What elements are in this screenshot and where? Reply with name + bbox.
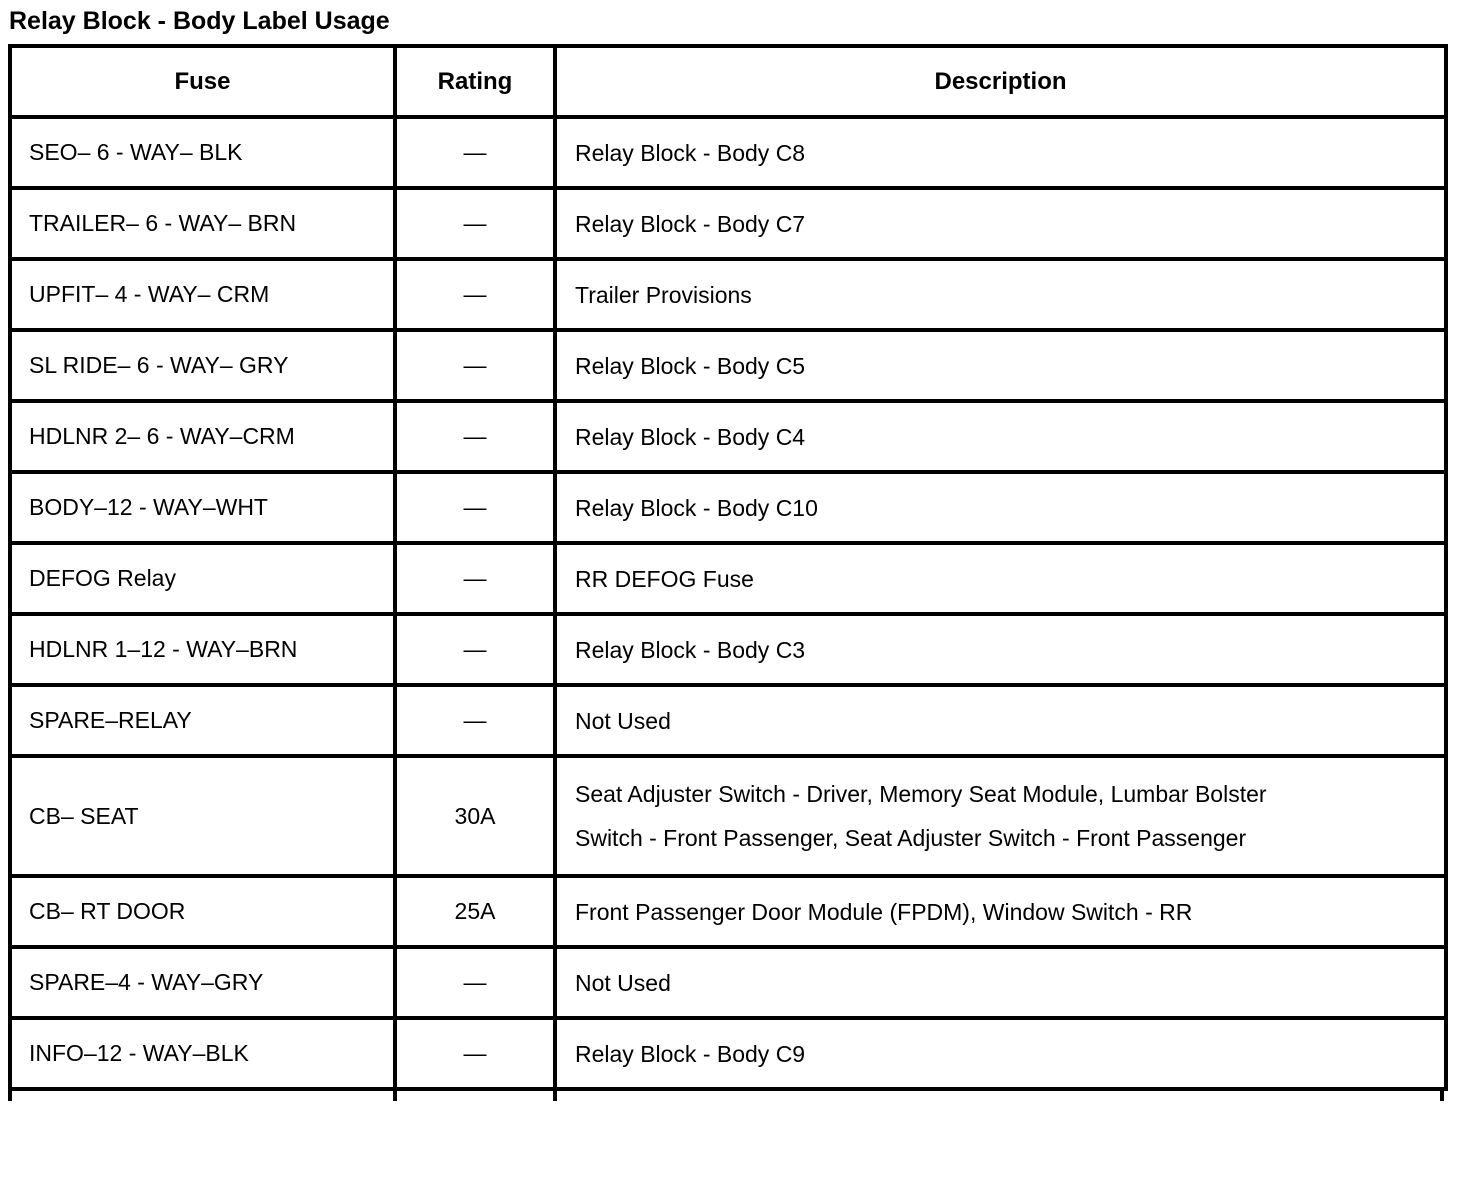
table-row bbox=[10, 685, 1446, 756]
table-body bbox=[10, 117, 1446, 1089]
description-cell: Relay Block - Body C3 bbox=[555, 614, 1446, 685]
rating-cell: — bbox=[395, 947, 555, 1018]
fuse-cell: SEO– 6 - WAY– BLK bbox=[10, 117, 395, 188]
column-divider-stub bbox=[393, 1090, 397, 1101]
column-divider-stub bbox=[553, 1090, 557, 1101]
table-row bbox=[10, 614, 1446, 685]
fuse-cell: HDLNR 2– 6 - WAY–CRM bbox=[10, 401, 395, 472]
description-cell: Relay Block - Body C10 bbox=[555, 472, 1446, 543]
table-row bbox=[10, 330, 1446, 401]
description-cell: Seat Adjuster Switch - Driver, Memory Seat Module, Lumbar Bolster Switch - Front Passenger, Seat Adjuster Switch - Front Passenger bbox=[555, 756, 1446, 876]
rating-cell: — bbox=[395, 685, 555, 756]
rating-cell: — bbox=[395, 543, 555, 614]
rating-cell: — bbox=[395, 614, 555, 685]
table-header bbox=[10, 46, 1446, 117]
fuse-cell: DEFOG Relay bbox=[10, 543, 395, 614]
rating-cell: — bbox=[395, 188, 555, 259]
description-cell: Front Passenger Door Module (FPDM), Window Switch - RR bbox=[555, 876, 1446, 947]
rating-cell: — bbox=[395, 330, 555, 401]
table-row bbox=[10, 876, 1446, 947]
table-row bbox=[10, 117, 1446, 188]
table-row bbox=[10, 472, 1446, 543]
table-right-border-stub bbox=[1440, 1090, 1444, 1101]
fuse-cell: TRAILER– 6 - WAY– BRN bbox=[10, 188, 395, 259]
header-fuse: Fuse bbox=[10, 46, 395, 117]
table-row bbox=[10, 756, 1446, 876]
description-cell: Relay Block - Body C7 bbox=[555, 188, 1446, 259]
header-description: Description bbox=[555, 46, 1446, 117]
fuse-cell: CB– RT DOOR bbox=[10, 876, 395, 947]
description-cell: Relay Block - Body C5 bbox=[555, 330, 1446, 401]
fuse-cell: SL RIDE– 6 - WAY– GRY bbox=[10, 330, 395, 401]
table-row bbox=[10, 543, 1446, 614]
description-cell: Not Used bbox=[555, 947, 1446, 1018]
fuse-cell: BODY–12 - WAY–WHT bbox=[10, 472, 395, 543]
description-cell: RR DEFOG Fuse bbox=[555, 543, 1446, 614]
table-left-border-stub bbox=[8, 1090, 12, 1101]
rating-cell: — bbox=[395, 472, 555, 543]
header-row bbox=[10, 46, 1446, 117]
description-cell: Relay Block - Body C8 bbox=[555, 117, 1446, 188]
fuse-cell: HDLNR 1–12 - WAY–BRN bbox=[10, 614, 395, 685]
description-cell: Relay Block - Body C9 bbox=[555, 1018, 1446, 1089]
table-row bbox=[10, 1018, 1446, 1089]
fuse-usage-table bbox=[8, 44, 1448, 1091]
fuse-cell: SPARE–4 - WAY–GRY bbox=[10, 947, 395, 1018]
rating-cell: — bbox=[395, 117, 555, 188]
table-row bbox=[10, 947, 1446, 1018]
description-cell: Relay Block - Body C4 bbox=[555, 401, 1446, 472]
header-rating: Rating bbox=[395, 46, 555, 117]
fuse-cell: UPFIT– 4 - WAY– CRM bbox=[10, 259, 395, 330]
page-title: Relay Block - Body Label Usage bbox=[9, 7, 390, 35]
rating-cell: 25A bbox=[395, 876, 555, 947]
fuse-cell: SPARE–RELAY bbox=[10, 685, 395, 756]
rating-cell: — bbox=[395, 259, 555, 330]
description-cell: Not Used bbox=[555, 685, 1446, 756]
cutoff-next-row-lines bbox=[8, 1091, 1444, 1101]
fuse-cell: INFO–12 - WAY–BLK bbox=[10, 1018, 395, 1089]
table-row bbox=[10, 188, 1446, 259]
fuse-cell: CB– SEAT bbox=[10, 756, 395, 876]
description-cell: Trailer Provisions bbox=[555, 259, 1446, 330]
rating-cell: — bbox=[395, 1018, 555, 1089]
table-row bbox=[10, 259, 1446, 330]
rating-cell: 30A bbox=[395, 756, 555, 876]
table-row bbox=[10, 401, 1446, 472]
rating-cell: — bbox=[395, 401, 555, 472]
